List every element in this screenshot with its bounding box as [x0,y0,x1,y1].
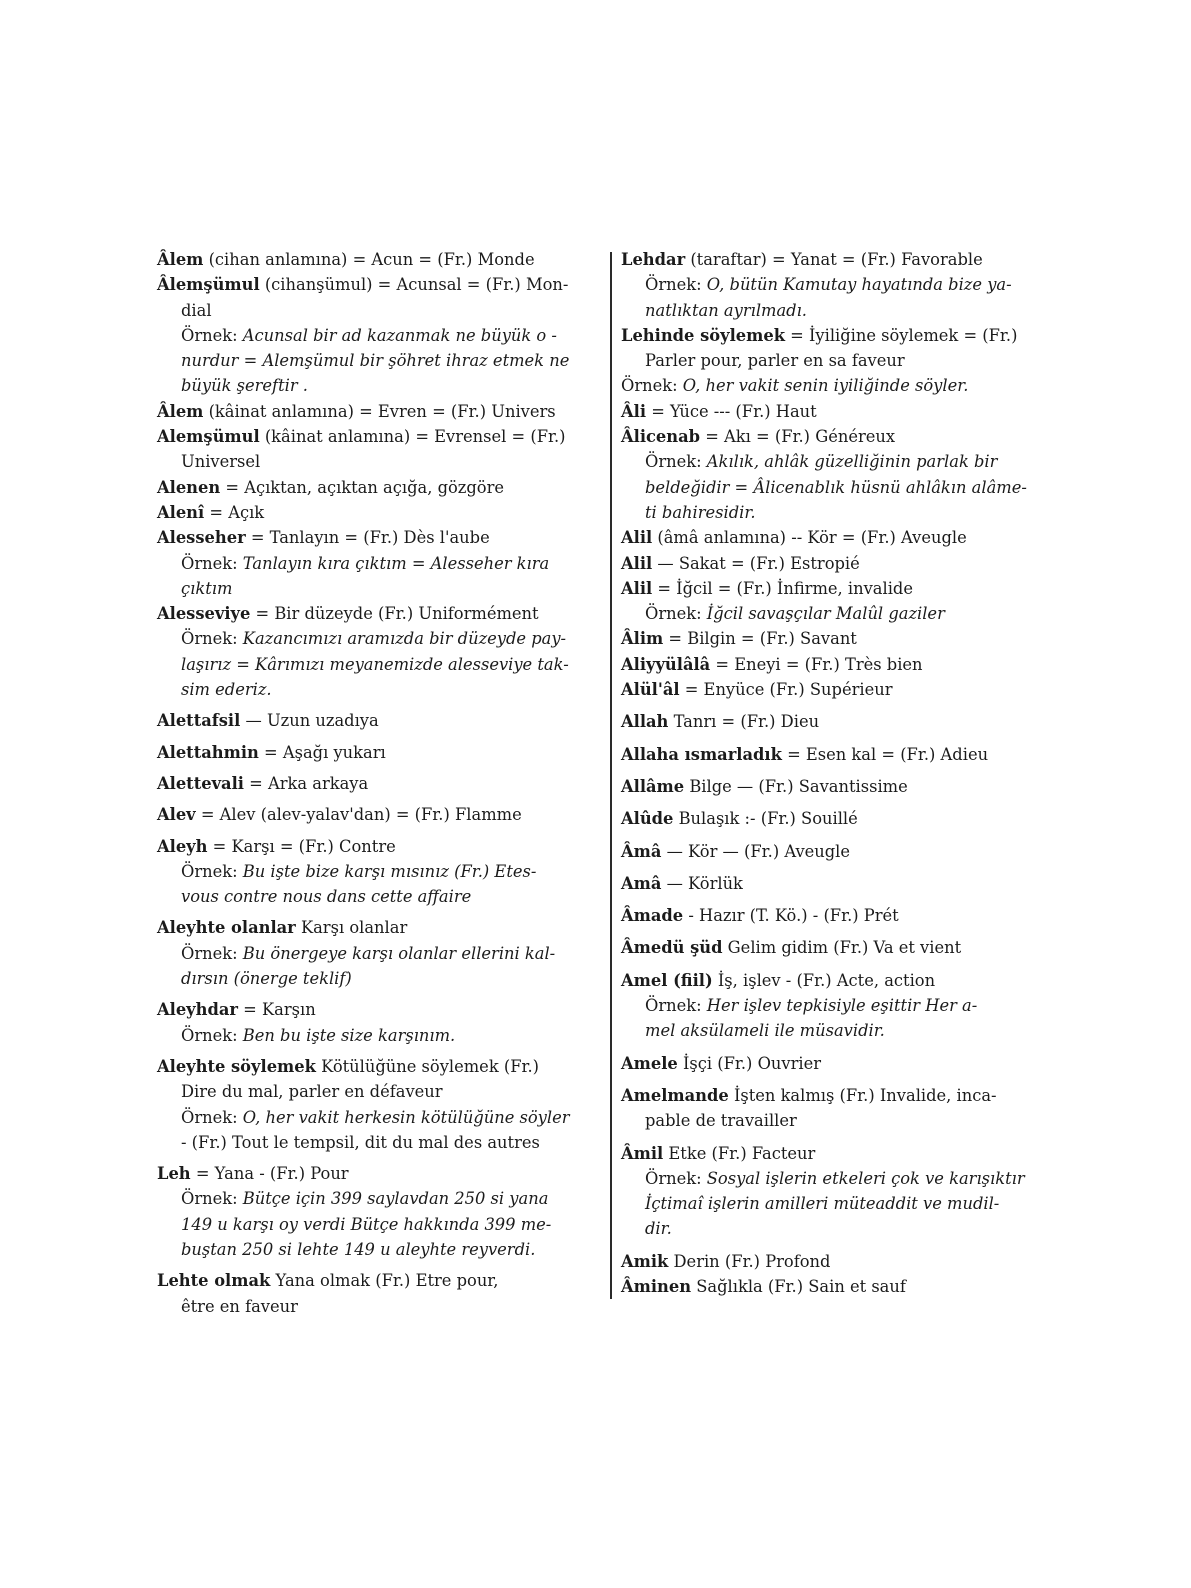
entry-term: Amele [621,1053,678,1073]
example-continuation: 149 u karşı oy verdi Bütçe hakkında 399 me- [181,1214,552,1234]
example-text: Her işlev tepkisiyle eşittir Her a- [706,996,978,1016]
example-line [621,601,1071,626]
entry-definition: = Tanlayın = (Fr.) Dès l'aube [245,528,490,548]
entry-definition: — Uzun uzadıya [240,711,379,731]
example-text: Bu işte bize karşı mısınız (Fr.) Etes- [242,861,537,881]
example-label: Örnek: [181,629,243,649]
example-text: O, her vakit senin iyiliğinde söyler. [682,376,969,396]
entry-term: Lehdar [621,250,686,269]
entry-term: Aleyhte söylemek [157,1056,316,1076]
entry-term: Alettahmin [157,742,259,762]
example-continuation: büyük şereftir . [181,376,308,396]
dictionary-entry [621,839,1071,864]
dictionary-entry [157,1054,604,1079]
dictionary-entry [621,774,1071,799]
example-line [621,373,1071,398]
entry-term: Âlicenab [621,427,701,447]
entry-definition: Gelim gidim (Fr.) Va et vient [722,938,962,958]
dictionary-entry [157,500,604,525]
entry-term: Lehinde söylemek [621,325,785,345]
entry-definition: - Hazır (T. Kö.) - (Fr.) Prét [683,906,899,926]
entry-definition: (cihanşümul) = Acunsal = (Fr.) Mon- [259,275,569,295]
entry-definition: Kötülüğüne söylemek (Fr.) [315,1056,540,1076]
example-line [157,941,604,966]
entry-definition: = Alev (alev-yalav'dan) = (Fr.) Flamme [195,805,522,825]
example-label: Örnek: [181,553,243,573]
entry-definition: = Karşın [238,1000,316,1020]
entry-continuation: dial [181,300,212,320]
spacer [621,896,1071,903]
entry-definition: = Esen kal = (Fr.) Adieu [781,744,989,764]
column-divider [610,252,612,1299]
entry-definition: = Yüce --- (Fr.) Haut [646,401,817,421]
entry-term: Amel (fiil) [621,970,713,990]
example-continuation: vous contre nous dans cette affaire [181,887,472,907]
spacer [621,1044,1071,1051]
entry-term: Amik [621,1251,669,1271]
dictionary-entry [157,771,604,796]
entry-definition: — Körlük [661,873,743,893]
entry-term: Aleyh [157,836,208,856]
entry-term: Aleyhdar [157,1000,238,1020]
dictionary-entry [157,247,604,272]
entry-term: Alesseviye [157,604,251,624]
example-line [157,1105,604,1130]
entry-term: Alev [157,805,196,825]
entry-definition: İş, işlev - (Fr.) Acte, action [712,970,936,990]
dictionary-entry [157,1268,604,1293]
dictionary-entry [621,1249,1071,1274]
entry-definition: = Arka arkaya [243,773,369,793]
dictionary-entry [621,1051,1071,1076]
example-text: Bu önergeye karşı olanlar ellerini kal- [242,943,556,963]
entry-term: Aliyyülâlâ [621,654,711,674]
entry-term: Âlem [157,250,204,269]
entry-definition: = Açık [204,502,265,522]
entry-continuation: - (Fr.) Tout le tempsil, dit du mal des autres [181,1132,540,1152]
example-text: Sosyal işlerin etkeleri çok ve karışıktır [706,1168,1025,1188]
entry-definition: = Bir düzeyde (Fr.) Uniformément [250,604,539,624]
dictionary-entry [157,802,604,827]
entry-definition: = Aşağı yukarı [258,742,386,762]
dictionary-entry [621,1274,1071,1299]
dictionary-entry [621,742,1071,767]
dictionary-entry [621,935,1071,960]
example-text: Kazancımızı aramızda bir düzeyde pay- [242,629,567,649]
entry-term: Alettafsil [157,711,241,731]
example-text: O, her vakit herkesin kötülüğüne söyler [242,1107,570,1127]
entry-term: Âmedü şüd [621,938,723,958]
entry-term: Âmil [621,1143,664,1163]
example-label: Örnek: [181,325,243,345]
entry-definition: Derin (Fr.) Profond [668,1251,831,1271]
entry-term: Alemşümul [157,427,260,447]
dictionary-entry [157,834,604,859]
entry-term: Amelmande [621,1085,729,1105]
entry-definition: (kâinat anlamına) = Evrensel = (Fr.) [259,427,566,447]
example-continuation: çıktım [181,578,233,598]
example-continuation: sim ederiz. [181,680,272,700]
example-line [621,993,1071,1018]
entry-term: Âmade [621,906,684,926]
example-label: Örnek: [181,943,243,963]
example-continuation: ti bahiresidir. [645,502,756,522]
spacer [621,961,1071,968]
dictionary-entry [621,424,1071,449]
entry-term: Aleyhte olanlar [157,918,296,938]
entry-term: Alil [621,528,653,548]
dictionary-entry [621,551,1071,576]
dictionary-entry [157,399,604,424]
example-continuation: laşırız = Kârımızı meyanemizde alesseviye tak- [181,654,569,674]
left-column [157,247,604,1319]
entry-definition: (taraftar) = Yanat = (Fr.) Favorable [685,250,983,269]
entry-term: Lehte olmak [157,1271,271,1291]
example-continuation: dir. [645,1219,672,1239]
example-text: Ben bu işte size karşınım. [242,1025,456,1045]
example-line [621,1166,1071,1191]
example-text: İğcil savaşçılar Malûl gaziler [706,604,945,624]
example-text: Akılık, ahlâk güzelliğinin parlak bir [706,452,998,472]
spacer [621,735,1071,742]
entry-term: Alûde [621,809,674,829]
entry-continuation: Dire du mal, parler en défaveur [181,1082,443,1102]
entry-definition: Karşı olanlar [295,918,408,938]
example-continuation: mel aksülameli ile müsavidir. [645,1021,885,1041]
example-line [157,1023,604,1048]
entry-definition: Sağlıkla (Fr.) Sain et sauf [691,1276,906,1296]
entry-definition: = Açıktan, açıktan açığa, gözgöre [220,477,505,497]
example-text: Tanlayın kıra çıktım = Alesseher kıra [242,553,550,573]
entry-definition: = Akı = (Fr.) Généreux [700,427,896,447]
dictionary-entry [157,997,604,1022]
entry-definition: = Bilgin = (Fr.) Savant [663,629,857,649]
dictionary-entry [157,708,604,733]
example-continuation: nurdur = Alemşümul bir şöhret ihraz etmek ne [181,351,570,371]
entry-definition: Bilge — (Fr.) Savantissime [684,776,908,796]
dictionary-entry [621,1083,1071,1108]
dictionary-entry [621,1141,1071,1166]
spacer [621,1076,1071,1083]
example-label: Örnek: [181,1107,243,1127]
example-label: Örnek: [621,376,683,396]
entry-term: Alenî [157,502,205,522]
entry-continuation: Parler pour, parler en sa faveur [645,351,905,371]
entry-definition: (âmâ anlamına) -- Kör = (Fr.) Aveugle [652,528,967,548]
example-continuation: natlıktan ayrılmadı. [645,300,807,320]
spacer [621,767,1071,774]
dictionary-entry [157,740,604,765]
dictionary-entry [621,968,1071,993]
entry-term: Alül'âl [621,680,680,700]
entry-term: Alil [621,578,653,598]
entry-definition: Bulaşık :- (Fr.) Souillé [673,809,858,829]
example-continuation: İçtimaî işlerin amilleri müteaddit ve mudil- [645,1194,1000,1214]
dictionary-entry [621,247,1071,272]
example-label: Örnek: [645,604,707,624]
spacer [621,1242,1071,1249]
example-label: Örnek: [645,452,707,472]
right-column [621,247,1071,1299]
dictionary-entry [157,915,604,940]
entry-definition: (cihan anlamına) = Acun = (Fr.) Monde [203,250,535,269]
spacer [621,702,1071,709]
entry-definition: = Yana - (Fr.) Pour [190,1164,349,1184]
dictionary-entry [157,272,604,297]
entry-definition: = Enyüce (Fr.) Supérieur [679,680,893,700]
entry-definition: Tanrı = (Fr.) Dieu [668,712,820,732]
dictionary-entry [621,576,1071,601]
dictionary-entry [157,475,604,500]
entry-definition: İşten kalmış (Fr.) Invalide, inca- [728,1085,997,1105]
entry-definition: Etke (Fr.) Facteur [663,1143,816,1163]
dictionary-entry [621,626,1071,651]
entry-definition: Yana olmak (Fr.) Etre pour, [270,1271,499,1291]
dictionary-entry [157,525,604,550]
entry-definition: — Kör — (Fr.) Aveugle [661,841,851,861]
spacer [621,799,1071,806]
entry-term: Allah [621,712,669,732]
example-label: Örnek: [181,1189,243,1209]
entry-term: Leh [157,1164,191,1184]
example-text: Bütçe için 399 saylavdan 250 si yana [242,1189,549,1209]
entry-continuation: pable de travailler [645,1111,797,1131]
example-label: Örnek: [645,275,707,295]
entry-term: Âlim [621,629,664,649]
example-label: Örnek: [181,861,243,881]
entry-continuation: être en faveur [181,1296,298,1316]
entry-definition: = Eneyi = (Fr.) Très bien [710,654,923,674]
example-line [157,1186,604,1211]
entry-definition: — Sakat = (Fr.) Estropié [652,553,860,573]
example-line [157,323,604,348]
entry-term: Alenen [157,477,221,497]
example-continuation: beldeğidir = Âlicenablık hüsnü ahlâkın alâme- [645,477,1027,497]
entry-definition: = İğcil = (Fr.) İnfirme, invalide [652,578,913,598]
entry-definition: = İyiliğine söylemek = (Fr.) [784,325,1018,345]
entry-term: Allâme [621,776,685,796]
example-line [621,449,1071,474]
entry-definition: İşçi (Fr.) Ouvrier [677,1053,822,1073]
entry-term: Alesseher [157,528,246,548]
spacer [621,832,1071,839]
example-continuation: dırsın (önerge teklif) [181,969,352,989]
example-continuation: buştan 250 si lehte 149 u aleyhte reyverdi. [181,1239,536,1259]
entry-term: Âmâ [621,841,662,861]
entry-definition: (kâinat anlamına) = Evren = (Fr.) Univers [203,401,556,421]
spacer [621,864,1071,871]
dictionary-entry [157,424,604,449]
entry-definition: = Karşı = (Fr.) Contre [207,836,396,856]
example-line [157,626,604,651]
example-line [157,859,604,884]
entry-term: Allaha ısmarladık [621,744,782,764]
dictionary-entry [621,871,1071,896]
dictionary-entry [621,903,1071,928]
example-text: O, bütün Kamutay hayatında bize ya- [706,275,1012,295]
spacer [621,1134,1071,1141]
spacer [621,928,1071,935]
entry-term: Âli [621,401,647,421]
example-line [621,272,1071,297]
entry-term: Âminen [621,1276,692,1296]
example-line [157,551,604,576]
dictionary-entry [621,709,1071,734]
entry-continuation: Universel [181,452,261,472]
dictionary-entry [621,652,1071,677]
dictionary-entry [621,525,1071,550]
dictionary-entry [621,399,1071,424]
entry-term: Âlem [157,401,204,421]
dictionary-entry [621,323,1071,348]
example-text: Acunsal bir ad kazanmak ne büyük o - [242,325,557,345]
entry-term: Amâ [621,873,662,893]
entry-term: Âlemşümul [157,275,260,295]
dictionary-entry [621,806,1071,831]
example-label: Örnek: [645,1168,707,1188]
dictionary-entry [157,601,604,626]
dictionary-entry [621,677,1071,702]
example-label: Örnek: [181,1025,243,1045]
dictionary-entry [157,1161,604,1186]
entry-term: Alettevali [157,773,244,793]
entry-term: Alil [621,553,653,573]
example-label: Örnek: [645,996,707,1016]
